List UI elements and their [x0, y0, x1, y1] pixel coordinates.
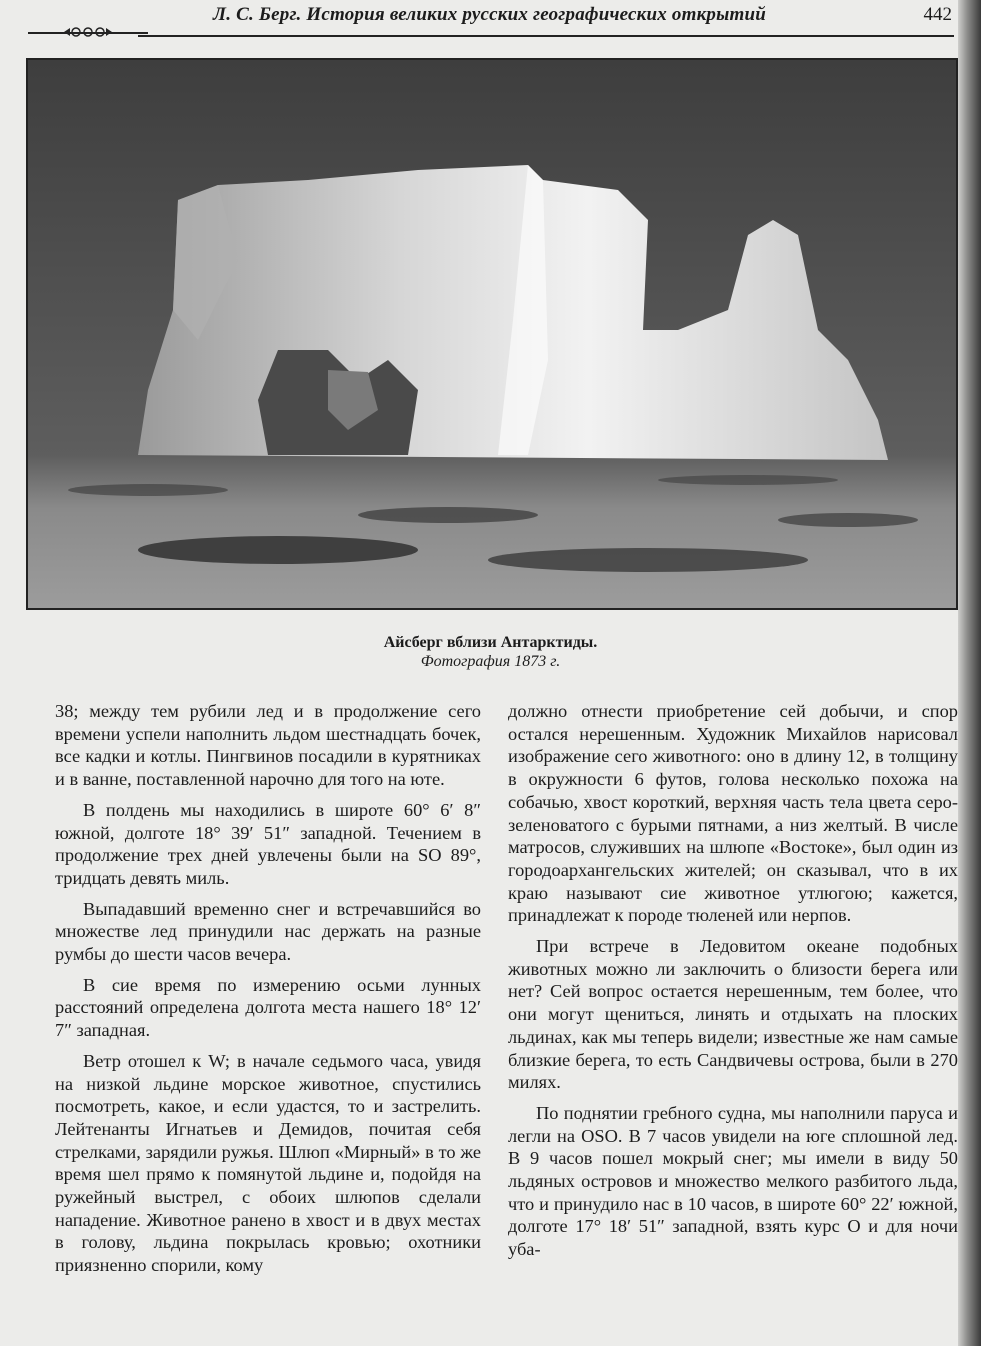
- iceberg-photo-icon: [28, 60, 956, 608]
- header-rule: [138, 35, 954, 37]
- paragraph: При встрече в Ледовитом океане подобных животных можно ли заключить о близости берега или нет? Сей вопрос остается нерешенным, тем более, что они могут щениться, линять и отдыхать на плоских льдинах, как мы теперь видели; известные же нам самые близкие берега, то есть Сандвичевы острова, были в 270 милях.: [508, 936, 958, 1093]
- paragraph: должно отнести приобретение сей добычи, и спор остался нерешенным. Художник Михайлов нарисовал изображение сего животного: оно в длину 12, в толщину в окружности 6 футов, голова несколько похожа на собачью, хвост короткий, верхняя часть тела цвета серо-зеленоватого с бурыми пятнами, а низ желтый. В числе матросов, служивших на шлюпе «Востоке», был один из городоархангельских жителей; он сказывал, что в их краю называют сие животное утлюгою; кажется, принадлежат к породе тюленей или нерпов.: [508, 701, 958, 926]
- figure-caption-title: Айсберг вблизи Антарктиды.: [383, 634, 598, 651]
- paragraph: В сие время по измерению осьми лунных расстояний определена долгота места нашего 18° 12′ 7″ западная.: [55, 974, 481, 1041]
- paragraph: В полдень мы находились в широте 60° 6′ 8″ южной, долготе 18° 39′ 51″ западной. Течением в продолжение трех дней увлечены были на SO 89°, тридцать девять миль.: [55, 799, 481, 888]
- ornament-icon: [28, 24, 148, 38]
- right-column: [508, 700, 958, 1269]
- paragraph: Выпадавший временно снег и встречавшийся во множестве лед принудили нас держать на разные румбы до шести часов вечера.: [55, 898, 481, 965]
- figure-caption-subtitle: Фотография 1873 г.: [420, 653, 561, 670]
- page-number: 442: [923, 4, 952, 25]
- page-edge-shadow: [958, 0, 981, 1346]
- paragraph: Ветр отошел к W; в начале седьмого часа, увидя на низкой льдине морское животное, спустились посмотреть, какое, и если удастся, то и застрелить. Лейтенанты Игнатьев и Демидов, почитая себя стрелками, зарядили ружья. Шлюп «Мирный» в то же время шел прямо к помянутой льдине и, подойдя на ружейный выстрел, с обоих шлюпов сделали нападение. Животное ранено в хвост и в двух местах в голову, льдина покрылась кровью; охотники приязненно спорили, кому: [55, 1050, 481, 1276]
- paragraph: 38; между тем рубили лед и в продолжение сего времени успели наполнить льдом шестнадцать бочек, все кадки и котлы. Пингвинов посадили в курятниках и в ванне, поставленной нарочно для того на юте.: [55, 701, 481, 790]
- left-column: [55, 700, 481, 1285]
- iceberg-photo: [26, 58, 958, 610]
- paragraph: По поднятии гребного судна, мы наполнили паруса и легли на OSO. В 7 часов увидели на юге сплошной лед. В 9 часов пошел мокрый снег; мы имели в виду 50 льдяных островов и множество мелкого разбитого льда, что и принудило нас в 10 часов, в широте 60° 22′ южной, долготе 17° 18′ 51″ западной, взять курс O и для ночи уба-: [508, 1102, 958, 1260]
- page-header: [28, 4, 958, 38]
- running-title: Л. С. Берг. История великих русских географических открытий: [213, 4, 767, 25]
